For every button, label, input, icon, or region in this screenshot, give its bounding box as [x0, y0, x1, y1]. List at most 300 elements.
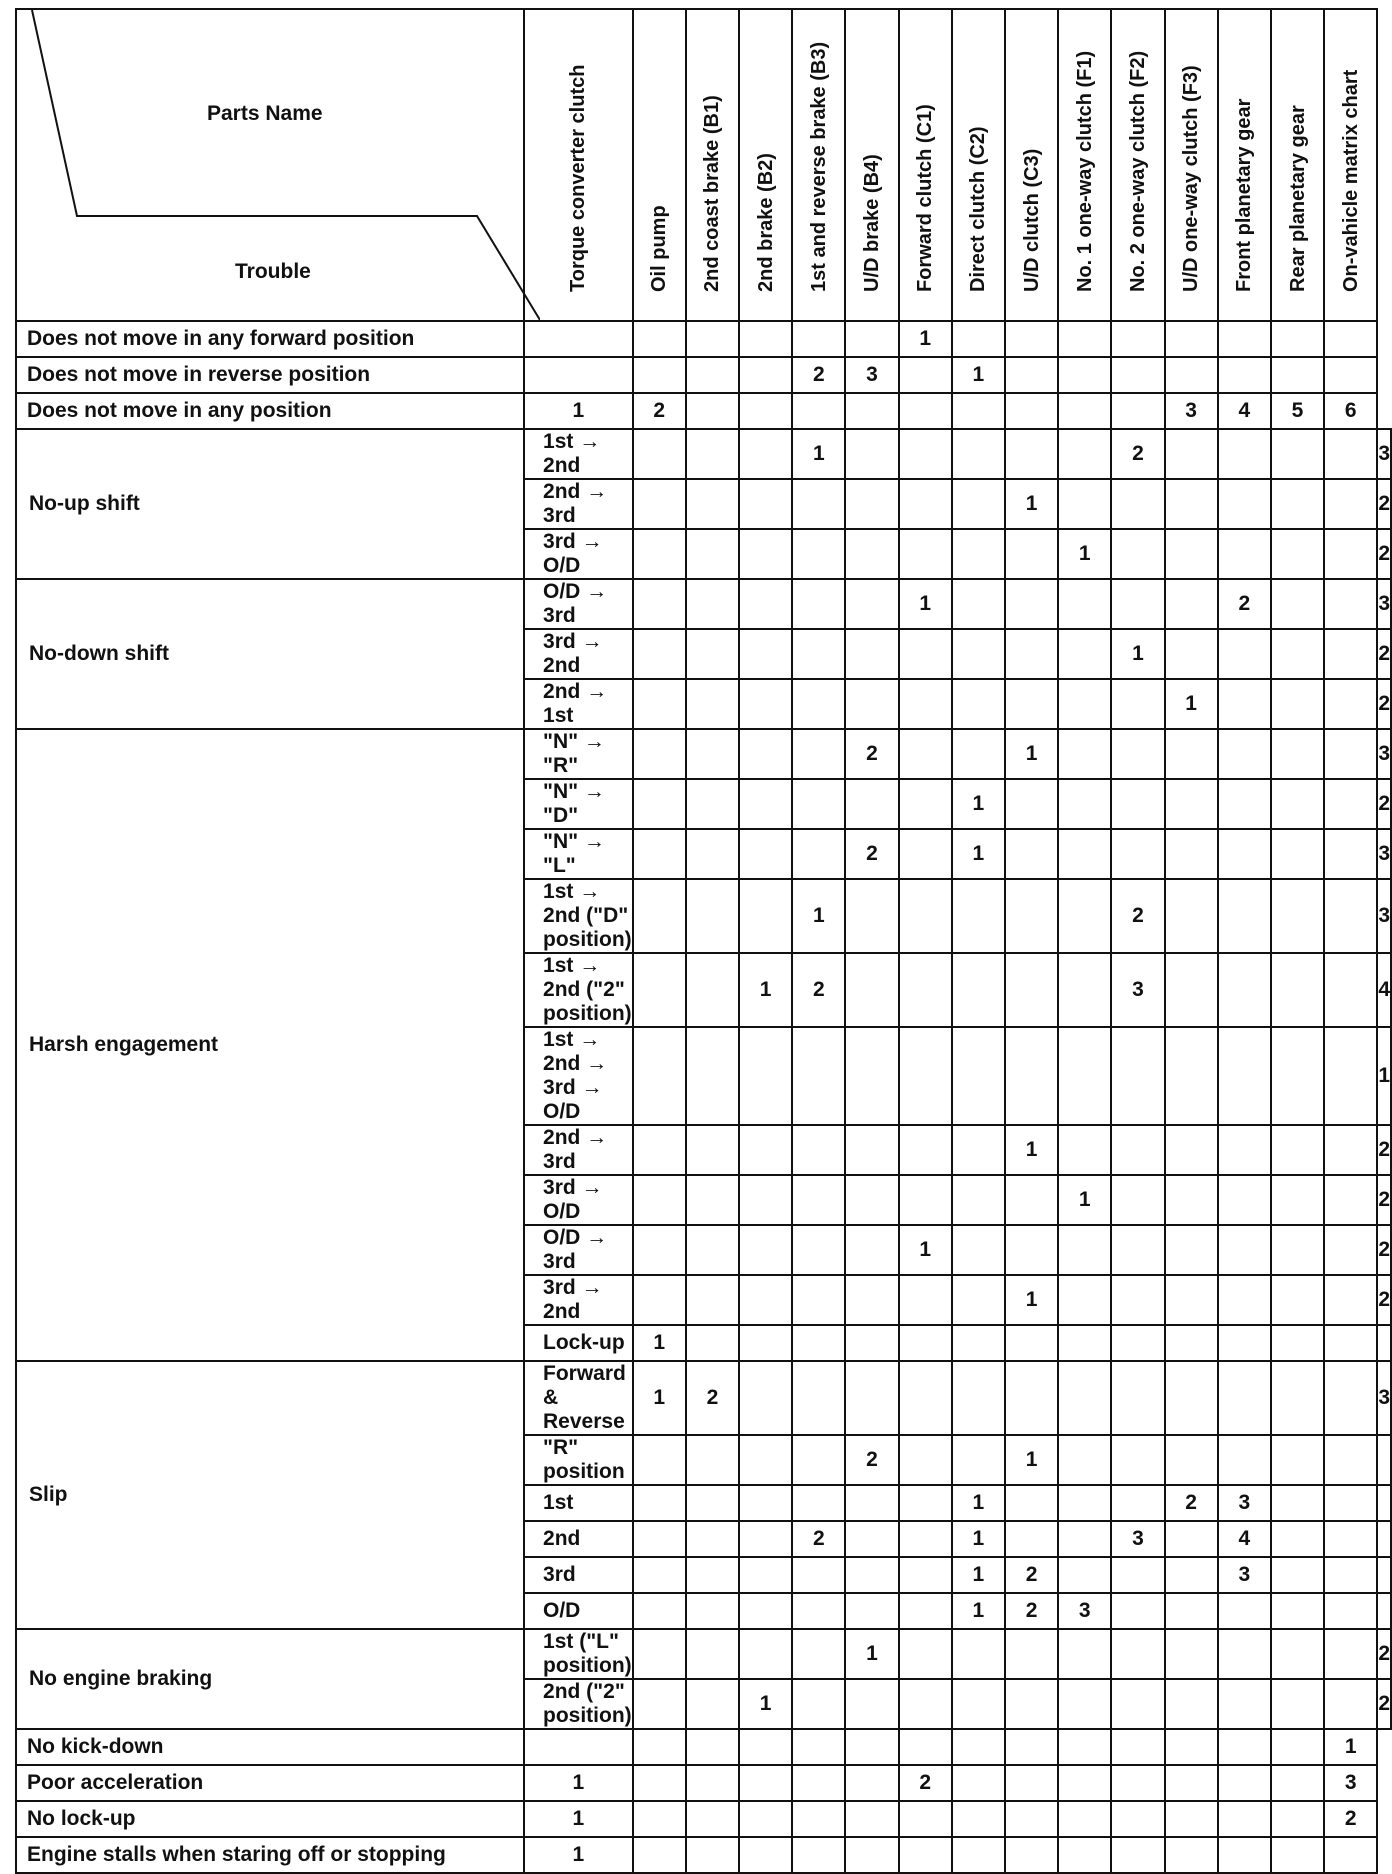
- priority-cell: [1271, 729, 1324, 779]
- priority-cell: 3: [1377, 879, 1391, 953]
- priority-cell: [1271, 1557, 1324, 1593]
- priority-cell: [1324, 1225, 1377, 1275]
- priority-cell: [739, 321, 792, 357]
- trouble-condition-label: 1st → 2nd → 3rd → O/D: [524, 1027, 633, 1125]
- column-header-part: [952, 9, 1005, 321]
- priority-cell: 1: [792, 429, 845, 479]
- priority-cell: [1005, 1325, 1058, 1361]
- priority-cell: [1218, 729, 1271, 779]
- priority-cell: [952, 1629, 1005, 1679]
- priority-cell: [1218, 1325, 1271, 1361]
- priority-cell: [952, 1801, 1005, 1837]
- priority-cell: [1271, 1521, 1324, 1557]
- priority-cell: 1: [1165, 679, 1218, 729]
- priority-cell: [1218, 529, 1271, 579]
- priority-cell: [899, 1125, 952, 1175]
- trouble-condition-label: 1st ("L" position): [524, 1629, 633, 1679]
- trouble-condition-label: Lock-up: [524, 1325, 633, 1361]
- priority-cell: [1271, 1679, 1324, 1729]
- priority-cell: [792, 1729, 845, 1765]
- priority-cell: [1377, 1325, 1391, 1361]
- priority-cell: [1165, 829, 1218, 879]
- trouble-condition-label: O/D: [524, 1593, 633, 1629]
- priority-cell: 2: [1218, 579, 1271, 629]
- priority-cell: [792, 1679, 845, 1729]
- priority-cell: [1218, 1361, 1271, 1435]
- priority-cell: [1005, 429, 1058, 479]
- priority-cell: 3: [845, 357, 898, 393]
- priority-cell: [1324, 779, 1377, 829]
- priority-cell: [686, 1225, 739, 1275]
- column-header-part: [845, 9, 898, 321]
- priority-cell: [1324, 429, 1377, 479]
- priority-cell: [899, 479, 952, 529]
- priority-cell: [1271, 1729, 1324, 1765]
- priority-cell: [1271, 1027, 1324, 1125]
- priority-cell: [1324, 829, 1377, 879]
- priority-cell: [1218, 779, 1271, 829]
- priority-cell: [952, 579, 1005, 629]
- trouble-condition-label: 1st → 2nd ("2" position): [524, 953, 633, 1027]
- column-header-part: [739, 9, 792, 321]
- table-row: [16, 1801, 1391, 1837]
- trouble-condition-label: "N" → "R": [524, 729, 633, 779]
- priority-cell: [739, 529, 792, 579]
- priority-cell: [1165, 629, 1218, 679]
- priority-cell: [739, 879, 792, 953]
- priority-cell: [633, 579, 686, 629]
- priority-cell: [1111, 729, 1164, 779]
- priority-cell: 2: [1377, 1125, 1391, 1175]
- priority-cell: [1271, 1801, 1324, 1837]
- priority-cell: [1111, 1679, 1164, 1729]
- priority-cell: [739, 1837, 792, 1873]
- priority-cell: [792, 321, 845, 357]
- priority-cell: [1165, 321, 1218, 357]
- priority-cell: [1005, 779, 1058, 829]
- priority-cell: [1005, 1801, 1058, 1837]
- priority-cell: [1271, 529, 1324, 579]
- priority-cell: 1: [845, 1629, 898, 1679]
- priority-cell: 5: [1271, 393, 1324, 429]
- priority-cell: [739, 429, 792, 479]
- priority-cell: [1058, 1027, 1111, 1125]
- priority-cell: [1165, 1729, 1218, 1765]
- priority-cell: [739, 1275, 792, 1325]
- priority-cell: [1165, 429, 1218, 479]
- trouble-condition-label: "N" → "D": [524, 779, 633, 829]
- priority-cell: [845, 1801, 898, 1837]
- priority-cell: 2: [1377, 679, 1391, 729]
- priority-cell: 1: [633, 1325, 686, 1361]
- priority-cell: [1005, 1729, 1058, 1765]
- priority-cell: [1005, 1361, 1058, 1435]
- table-row: [16, 321, 1391, 357]
- priority-cell: [845, 1765, 898, 1801]
- priority-cell: 2: [1005, 1593, 1058, 1629]
- priority-cell: [1058, 1225, 1111, 1275]
- priority-cell: [739, 1125, 792, 1175]
- priority-cell: 1: [792, 879, 845, 953]
- priority-cell: [1218, 1801, 1271, 1837]
- priority-cell: [899, 1435, 952, 1485]
- priority-cell: [1005, 321, 1058, 357]
- priority-cell: 2: [686, 1361, 739, 1435]
- trouble-condition-label: 1st → 2nd ("D" position): [524, 879, 633, 953]
- priority-cell: [1165, 1521, 1218, 1557]
- priority-cell: [792, 779, 845, 829]
- priority-cell: 1: [633, 1361, 686, 1435]
- priority-cell: [845, 953, 898, 1027]
- matrix-body: [16, 321, 1391, 1873]
- priority-cell: [1324, 1837, 1377, 1873]
- priority-cell: [1111, 1629, 1164, 1679]
- priority-cell: [1324, 321, 1377, 357]
- column-header-part: [1165, 9, 1218, 321]
- priority-cell: [1377, 1557, 1391, 1593]
- column-header-part: [686, 9, 739, 321]
- trouble-label: Poor acceleration: [16, 1765, 524, 1801]
- part-name-label: Rear planetary gear: [1286, 105, 1309, 292]
- priority-cell: [845, 1175, 898, 1225]
- priority-cell: [1324, 1557, 1377, 1593]
- priority-cell: [1058, 1325, 1111, 1361]
- part-name-label: No. 1 one-way clutch (F1): [1073, 50, 1096, 292]
- priority-cell: [792, 1361, 845, 1435]
- trouble-condition-label: O/D → 3rd: [524, 579, 633, 629]
- priority-cell: 3: [1377, 829, 1391, 879]
- priority-cell: 1: [524, 393, 633, 429]
- priority-cell: [1111, 1485, 1164, 1521]
- priority-cell: [1058, 1629, 1111, 1679]
- priority-cell: 1: [952, 779, 1005, 829]
- priority-cell: [1111, 1275, 1164, 1325]
- priority-cell: 1: [952, 357, 1005, 393]
- priority-cell: [1111, 779, 1164, 829]
- priority-cell: [1218, 1729, 1271, 1765]
- part-name-label: U/D brake (B4): [861, 154, 884, 292]
- priority-cell: [899, 1837, 952, 1873]
- priority-cell: [845, 879, 898, 953]
- priority-cell: [1271, 321, 1324, 357]
- priority-cell: [792, 1027, 845, 1125]
- priority-cell: [952, 479, 1005, 529]
- priority-cell: 3: [1058, 1593, 1111, 1629]
- priority-cell: [952, 393, 1005, 429]
- priority-cell: [1324, 357, 1377, 393]
- priority-cell: [686, 629, 739, 679]
- priority-cell: [1377, 1521, 1391, 1557]
- priority-cell: [1377, 1485, 1391, 1521]
- priority-cell: [1005, 1837, 1058, 1873]
- priority-cell: [1271, 1175, 1324, 1225]
- priority-cell: [792, 579, 845, 629]
- priority-cell: [845, 1027, 898, 1125]
- priority-cell: [1005, 679, 1058, 729]
- priority-cell: [1005, 1027, 1058, 1125]
- priority-cell: [1058, 679, 1111, 729]
- priority-cell: [952, 1275, 1005, 1325]
- priority-cell: [1165, 953, 1218, 1027]
- priority-cell: [633, 729, 686, 779]
- priority-cell: [633, 429, 686, 479]
- priority-cell: 3: [1111, 1521, 1164, 1557]
- priority-cell: [899, 1679, 952, 1729]
- priority-cell: [1111, 357, 1164, 393]
- column-header-part: [1324, 9, 1377, 321]
- priority-cell: [845, 1361, 898, 1435]
- priority-cell: [1165, 1593, 1218, 1629]
- priority-cell: 2: [792, 953, 845, 1027]
- priority-cell: [739, 1557, 792, 1593]
- priority-cell: [1218, 879, 1271, 953]
- priority-cell: [686, 679, 739, 729]
- priority-cell: [1324, 729, 1377, 779]
- priority-cell: [1058, 1485, 1111, 1521]
- priority-cell: [686, 779, 739, 829]
- priority-cell: [633, 829, 686, 879]
- priority-cell: [1165, 1027, 1218, 1125]
- part-name-label: No. 2 one-way clutch (F2): [1126, 50, 1149, 292]
- priority-cell: [524, 321, 633, 357]
- priority-cell: [952, 1729, 1005, 1765]
- priority-cell: [633, 1435, 686, 1485]
- priority-cell: [845, 679, 898, 729]
- priority-cell: [952, 1837, 1005, 1873]
- priority-cell: [686, 1837, 739, 1873]
- priority-cell: [1324, 679, 1377, 729]
- priority-cell: [686, 1801, 739, 1837]
- corner-header: [16, 9, 524, 321]
- priority-cell: [1058, 879, 1111, 953]
- priority-cell: [1111, 1837, 1164, 1873]
- priority-cell: [1324, 1593, 1377, 1629]
- priority-cell: [1058, 779, 1111, 829]
- priority-cell: [1324, 953, 1377, 1027]
- priority-cell: [739, 779, 792, 829]
- trouble-condition-label: 3rd → O/D: [524, 1175, 633, 1225]
- priority-cell: [1165, 1837, 1218, 1873]
- priority-cell: [845, 1557, 898, 1593]
- priority-cell: [1005, 529, 1058, 579]
- priority-cell: [1111, 679, 1164, 729]
- priority-cell: [952, 629, 1005, 679]
- priority-cell: [899, 679, 952, 729]
- priority-cell: 2: [845, 1435, 898, 1485]
- priority-cell: [792, 1175, 845, 1225]
- priority-cell: [1218, 953, 1271, 1027]
- priority-cell: [1324, 1435, 1377, 1485]
- priority-cell: [1058, 829, 1111, 879]
- priority-cell: [686, 357, 739, 393]
- priority-cell: [1271, 1593, 1324, 1629]
- priority-cell: [1324, 1027, 1377, 1125]
- priority-cell: [1058, 1837, 1111, 1873]
- trouble-condition-label: 2nd → 3rd: [524, 479, 633, 529]
- priority-cell: [792, 1485, 845, 1521]
- priority-cell: [1165, 1557, 1218, 1593]
- priority-cell: [686, 829, 739, 879]
- priority-cell: [1324, 629, 1377, 679]
- priority-cell: [1111, 1729, 1164, 1765]
- priority-cell: [792, 1557, 845, 1593]
- priority-cell: 2: [792, 1521, 845, 1557]
- priority-cell: [1111, 1765, 1164, 1801]
- priority-cell: [1377, 1435, 1391, 1485]
- priority-cell: [739, 629, 792, 679]
- priority-cell: [899, 1521, 952, 1557]
- priority-cell: 3: [1377, 579, 1391, 629]
- priority-cell: [1058, 1765, 1111, 1801]
- trouble-label: Does not move in any position: [16, 393, 524, 429]
- priority-cell: [739, 357, 792, 393]
- trouble-group-label: No-down shift: [16, 579, 524, 729]
- priority-cell: [1271, 579, 1324, 629]
- priority-cell: 6: [1324, 393, 1377, 429]
- priority-cell: [1324, 1325, 1377, 1361]
- column-header-part: [1218, 9, 1271, 321]
- trouble-condition-label: "R" position: [524, 1435, 633, 1485]
- priority-cell: [686, 529, 739, 579]
- priority-cell: [1324, 579, 1377, 629]
- priority-cell: [739, 579, 792, 629]
- priority-cell: [1111, 393, 1164, 429]
- priority-cell: [792, 1125, 845, 1175]
- priority-cell: [739, 393, 792, 429]
- priority-cell: [1058, 1435, 1111, 1485]
- priority-cell: [1005, 579, 1058, 629]
- priority-cell: [1218, 479, 1271, 529]
- priority-cell: [1271, 1275, 1324, 1325]
- priority-cell: [686, 1593, 739, 1629]
- priority-cell: [792, 1593, 845, 1629]
- priority-cell: [1165, 479, 1218, 529]
- priority-cell: [1005, 1679, 1058, 1729]
- priority-cell: 1: [739, 1679, 792, 1729]
- priority-cell: 3: [1165, 393, 1218, 429]
- priority-cell: [739, 1361, 792, 1435]
- priority-cell: [792, 1225, 845, 1275]
- part-name-label: Direct clutch (C2): [967, 126, 990, 292]
- priority-cell: 1: [899, 579, 952, 629]
- priority-cell: [633, 1485, 686, 1521]
- priority-cell: [952, 1027, 1005, 1125]
- priority-cell: [1165, 879, 1218, 953]
- priority-cell: [1058, 357, 1111, 393]
- priority-cell: [1111, 1557, 1164, 1593]
- column-header-part: [899, 9, 952, 321]
- priority-cell: [1058, 579, 1111, 629]
- priority-cell: [1271, 1225, 1324, 1275]
- priority-cell: [845, 1729, 898, 1765]
- priority-cell: [952, 529, 1005, 579]
- priority-cell: [633, 629, 686, 679]
- priority-cell: [1111, 829, 1164, 879]
- priority-cell: [633, 1629, 686, 1679]
- priority-cell: [1005, 393, 1058, 429]
- priority-cell: [845, 429, 898, 479]
- priority-cell: [1165, 1629, 1218, 1679]
- priority-cell: [1271, 779, 1324, 829]
- priority-cell: [845, 479, 898, 529]
- priority-cell: [1111, 1175, 1164, 1225]
- priority-cell: [845, 779, 898, 829]
- priority-cell: 4: [1218, 393, 1271, 429]
- priority-cell: [952, 679, 1005, 729]
- trouble-heading: Trouble: [235, 260, 311, 283]
- priority-cell: [686, 1125, 739, 1175]
- priority-cell: [899, 1361, 952, 1435]
- priority-cell: [1218, 429, 1271, 479]
- priority-cell: [952, 1679, 1005, 1729]
- priority-cell: [1005, 1225, 1058, 1275]
- priority-cell: 1: [1377, 1027, 1391, 1125]
- priority-cell: [899, 1485, 952, 1521]
- priority-cell: [1271, 953, 1324, 1027]
- parts-name-heading: Parts Name: [207, 102, 323, 125]
- priority-cell: [1058, 429, 1111, 479]
- priority-cell: [899, 1729, 952, 1765]
- priority-cell: [686, 1521, 739, 1557]
- priority-cell: [1271, 1765, 1324, 1801]
- trouble-condition-label: 3rd → O/D: [524, 529, 633, 579]
- priority-cell: [845, 1521, 898, 1557]
- priority-cell: 1: [952, 1593, 1005, 1629]
- column-header-part: [633, 9, 686, 321]
- priority-cell: [1005, 879, 1058, 953]
- priority-cell: [633, 779, 686, 829]
- priority-cell: [686, 1435, 739, 1485]
- priority-cell: [845, 1593, 898, 1629]
- priority-cell: [792, 529, 845, 579]
- priority-cell: [792, 1765, 845, 1801]
- part-name-label: Torque converter clutch: [567, 64, 590, 292]
- priority-cell: [1218, 1765, 1271, 1801]
- priority-cell: [686, 1679, 739, 1729]
- priority-cell: [1271, 1435, 1324, 1485]
- priority-cell: [845, 321, 898, 357]
- priority-cell: [1218, 1435, 1271, 1485]
- priority-cell: [952, 1765, 1005, 1801]
- priority-cell: [952, 429, 1005, 479]
- priority-cell: 2: [1377, 1275, 1391, 1325]
- priority-cell: [1218, 1629, 1271, 1679]
- part-name-label: U/D one-way clutch (F3): [1180, 65, 1203, 292]
- priority-cell: [1058, 953, 1111, 1027]
- priority-cell: [686, 1557, 739, 1593]
- priority-cell: 2: [1324, 1801, 1377, 1837]
- priority-cell: 2: [845, 729, 898, 779]
- priority-cell: [1324, 1485, 1377, 1521]
- priority-cell: [633, 1175, 686, 1225]
- priority-cell: [899, 1557, 952, 1593]
- priority-cell: [686, 1325, 739, 1361]
- priority-cell: [1165, 1125, 1218, 1175]
- trouble-group-label: Harsh engagement: [16, 729, 524, 1361]
- priority-cell: [845, 1275, 898, 1325]
- trouble-condition-label: 3rd → 2nd: [524, 1275, 633, 1325]
- trouble-label: Does not move in reverse position: [16, 357, 524, 393]
- priority-cell: [739, 679, 792, 729]
- priority-cell: 3: [1218, 1557, 1271, 1593]
- trouble-label: No kick-down: [16, 1729, 524, 1765]
- priority-cell: [1165, 1361, 1218, 1435]
- priority-cell: [1111, 1593, 1164, 1629]
- priority-cell: [1324, 1521, 1377, 1557]
- priority-cell: [1111, 1435, 1164, 1485]
- priority-cell: [1218, 1837, 1271, 1873]
- priority-cell: [633, 529, 686, 579]
